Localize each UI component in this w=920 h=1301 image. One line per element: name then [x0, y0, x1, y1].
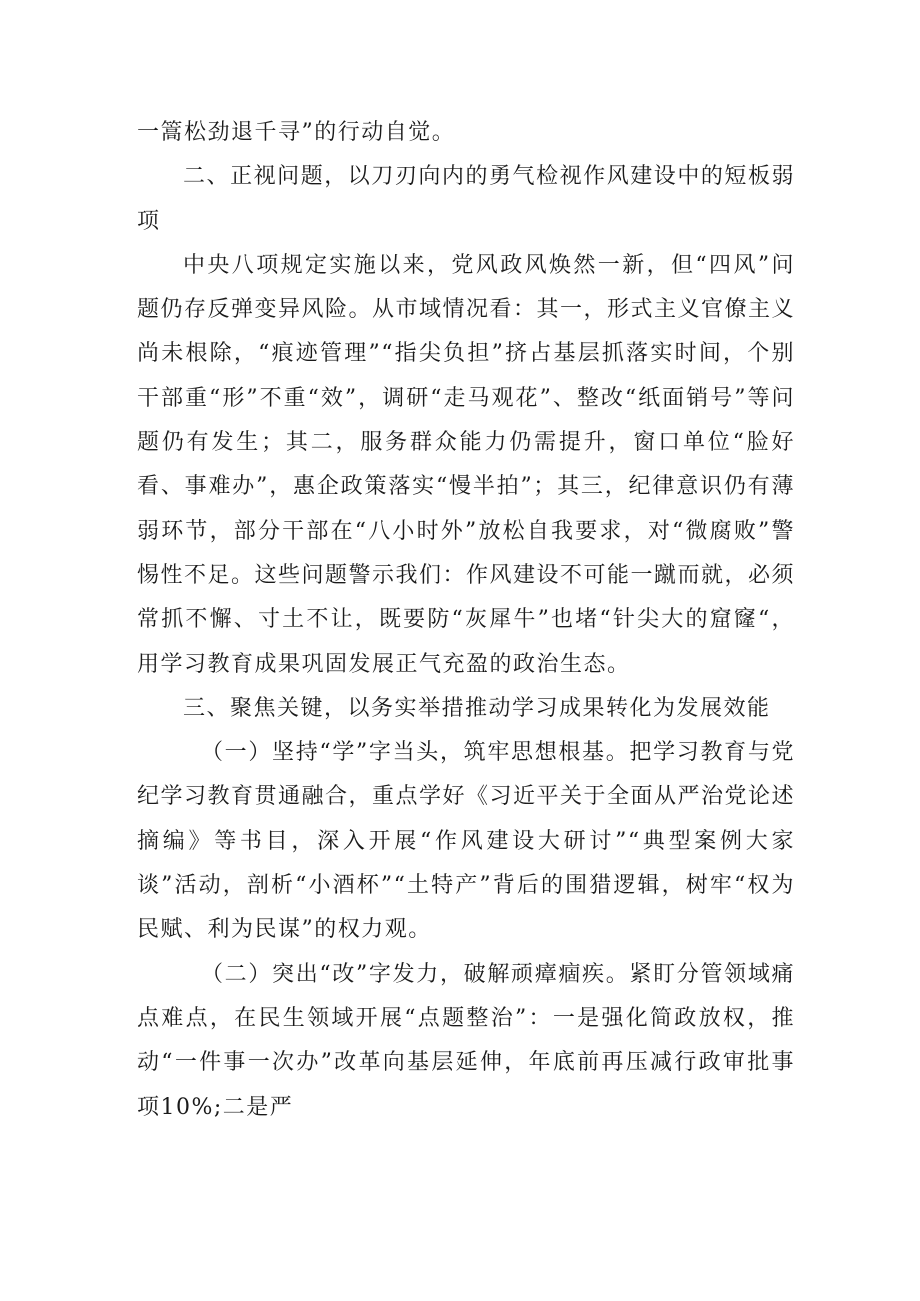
section-heading-3: 三、聚焦关键，以务实举措推动学习成果转化为发展效能: [183, 695, 771, 721]
paragraph-continuation: 一篙松劲退千寻”的行动自觉。: [137, 120, 456, 145]
document-body: [137, 111, 795, 1130]
subsection-2: （二）突出“改”字发力，破解顽瘴痼疾。紧盯分管领域痛点难点，在民生领域开展“点题整治”：一是强化简政放权，推动“一件事一次办”改革向基层延伸，年底前再压减行政审批事项10%;二是严: [137, 961, 795, 1120]
section-heading-2: 二、正视问题，以刀刃向内的勇气检视作风建设中的短板弱项: [137, 164, 795, 234]
subsection-1: （一）坚持“学”字当头，筑牢思想根基。把学习教育与党纪学习教育贯通融合，重点学好《习近平关于全面从严治党论述摘编》等书目，深入开展“作风建设大研讨”“典型案例大家谈”活动，剖析“小酒杯”“土特产”背后的围猎逻辑，树牢“权为民赋、利为民谋”的权力观。: [137, 740, 796, 943]
paragraph-problems: 中央八项规定实施以来，党风政风焕然一新，但“四风”问题仍存反弹变异风险。从市域情况看：其一，形式主义官僚主义尚未根除，“痕迹管理”“指尖负担”挤占基层抓落实时间，个别干部重“形”不重“效”，调研“走马观花”、整改“纸面销号”等问题仍有发生；其二，服务群众能力仍需提升，窗口单位“脸好看、事难办”，惠企政策落实“慢半拍”；其三，纪律意识仍有薄弱环节，部分干部在“八小时外”放松自我要求，对“微腐败”警惕性不足。这些问题警示我们：作风建设不可能一蹴而就，必须常抓不懈、寸土不让，既要防“灰犀牛”也堵“针尖大的窟窿“，用学习教育成果巩固发展正气充盈的政治生态。: [137, 252, 796, 677]
